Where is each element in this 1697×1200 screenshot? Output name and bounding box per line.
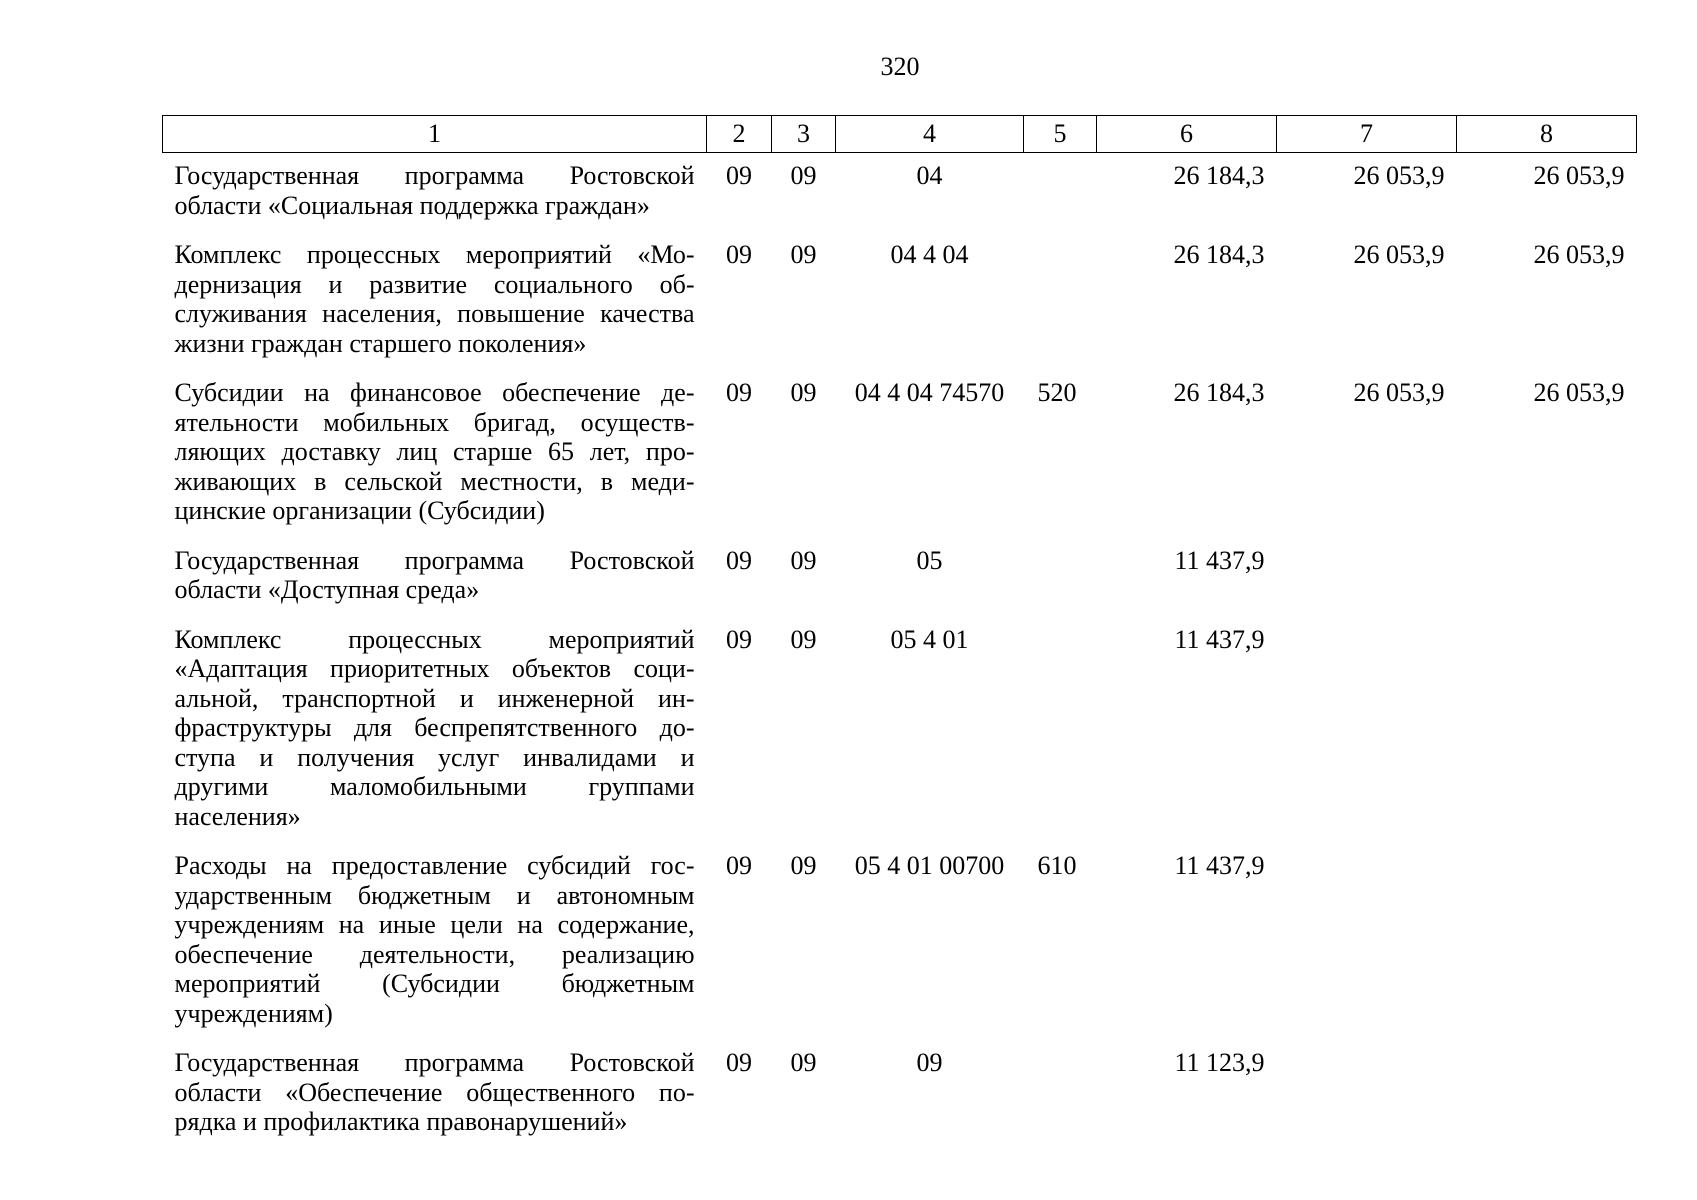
row-col-4: 04 4 04 74570 xyxy=(854,378,1005,407)
header-col-1: 1 xyxy=(163,116,707,153)
budget-table xyxy=(162,115,1637,1149)
row-col-4: 05 xyxy=(916,545,943,575)
row-name: Комплекс процессных мероприятий «Адаптация приоритетных объектов социальной, транспортной и инженерной инфраструктуры для беспрепятственного доступа и получения услуг инвалидами и другими маломобильными группами населения» xyxy=(174,624,695,831)
table-row xyxy=(163,232,1637,370)
row-col-3: 09 xyxy=(790,624,817,654)
row-name: Государственная программа Ростовской области «Социальная поддержка граждан» xyxy=(174,161,695,220)
row-col-2: 09 xyxy=(726,1048,752,1077)
row-col-3: 09 xyxy=(790,240,817,269)
row-col-5 xyxy=(1024,1040,1097,1149)
header-col-5: 5 xyxy=(1024,116,1097,153)
row-col-8 xyxy=(1457,843,1637,1040)
row-col-7: 26 053,9 xyxy=(1353,240,1445,269)
table-row xyxy=(163,1040,1637,1149)
row-col-5 xyxy=(1024,617,1097,844)
header-col-2: 2 xyxy=(707,116,772,153)
row-col-7: 26 053,9 xyxy=(1353,378,1445,407)
row-col-2: 09 xyxy=(726,851,752,880)
header-row xyxy=(163,116,1637,153)
row-col-8: 26 053,9 xyxy=(1533,378,1625,407)
row-col-5: 520 xyxy=(1037,378,1077,407)
row-col-4: 09 xyxy=(916,1048,943,1077)
row-col-5 xyxy=(1024,153,1097,233)
row-col-5 xyxy=(1024,538,1097,617)
header-col-8: 8 xyxy=(1457,116,1637,153)
row-col-7 xyxy=(1277,617,1457,844)
page-number: 320 xyxy=(880,52,920,81)
table-header xyxy=(163,116,1637,153)
row-col-7 xyxy=(1277,1040,1457,1149)
row-col-3: 09 xyxy=(790,545,817,575)
row-col-8: 26 053,9 xyxy=(1533,161,1625,190)
row-col-6: 26 184,3 xyxy=(1173,161,1265,190)
table-row xyxy=(163,538,1637,617)
row-col-4: 04 4 04 xyxy=(890,240,969,269)
row-name: Расходы на предоставление субсидий государственным бюджетным и автономным учреждениям на иные цели на содержание, обеспечение деятельности, реализацию мероприятий (Субсидии бюджетным учреждениям) xyxy=(174,851,695,1028)
row-col-8: 26 053,9 xyxy=(1533,240,1625,269)
row-col-6: 26 184,3 xyxy=(1173,378,1265,407)
row-col-3: 09 xyxy=(790,851,817,880)
row-col-8 xyxy=(1457,617,1637,844)
row-col-2: 09 xyxy=(726,378,752,407)
header-col-4: 4 xyxy=(836,116,1024,153)
row-col-5 xyxy=(1024,232,1097,370)
table-row xyxy=(163,153,1637,233)
row-col-2: 09 xyxy=(726,624,752,654)
row-col-3: 09 xyxy=(790,378,817,407)
row-col-6: 11 123,9 xyxy=(1174,1048,1265,1077)
header-col-7: 7 xyxy=(1277,116,1457,153)
row-col-7 xyxy=(1277,843,1457,1040)
row-col-8 xyxy=(1457,538,1637,617)
row-col-8 xyxy=(1457,1040,1637,1149)
row-col-4: 05 4 01 xyxy=(890,624,969,654)
table-row xyxy=(163,370,1637,538)
row-col-6: 11 437,9 xyxy=(1174,851,1265,880)
row-col-3: 09 xyxy=(790,161,817,190)
row-col-5: 610 xyxy=(1037,851,1077,880)
header-col-3: 3 xyxy=(772,116,836,153)
row-col-4: 04 xyxy=(916,161,943,190)
row-col-6: 11 437,9 xyxy=(1174,624,1265,654)
row-col-2: 09 xyxy=(726,240,752,269)
row-col-7 xyxy=(1277,538,1457,617)
row-col-4: 05 4 01 00700 xyxy=(854,851,1005,880)
row-name: Государственная программа Ростовской области «Обеспечение общественного порядка и профилактика правонарушений» xyxy=(174,1048,695,1136)
row-col-6: 26 184,3 xyxy=(1173,240,1265,269)
row-name: Государственная программа Ростовской области «Доступная среда» xyxy=(174,545,695,604)
row-name: Комплекс процессных мероприятий «Модернизация и развитие социального обслуживания населения, повышение качества жизни граждан старшего поколения» xyxy=(174,240,695,358)
row-col-6: 11 437,9 xyxy=(1174,545,1265,575)
row-col-2: 09 xyxy=(726,161,752,190)
header-col-6: 6 xyxy=(1097,116,1277,153)
table-row xyxy=(163,843,1637,1040)
table-body xyxy=(163,153,1637,1149)
row-col-2: 09 xyxy=(726,545,752,575)
row-name: Субсидии на финансовое обеспечение деятельности мобильных бригад, осуществляющих доставку лиц старше 65 лет, проживающих в сельской местности, в медицинские организации (Субсидии) xyxy=(174,378,695,525)
row-col-7: 26 053,9 xyxy=(1353,161,1445,190)
row-col-3: 09 xyxy=(790,1048,817,1077)
table-row xyxy=(163,617,1637,844)
